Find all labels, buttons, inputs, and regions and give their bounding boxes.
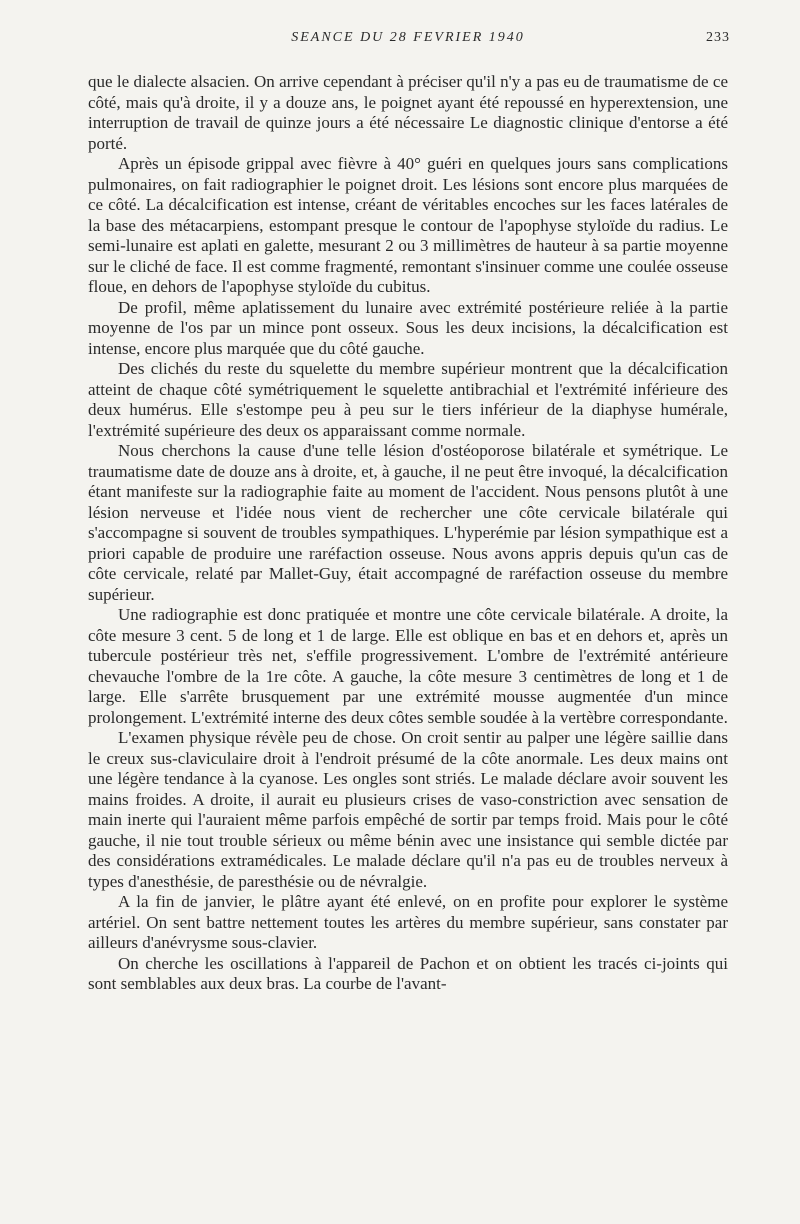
paragraph: A la fin de janvier, le plâtre ayant été enlevé, on en profite pour explorer le système artériel. On sent battre nettement toutes les artères du membre supérieur, sans constater par ailleurs d'anévrysme sous-clavier. <box>88 892 728 952</box>
paragraph: Des clichés du reste du squelette du membre supérieur montrent que la décalcification atteint de chaque côté symétriquement le squelette antibrachial et l'extrémité inférieure des deux humérus. Elle s'estompe peu à peu sur le tiers inférieur de la diaphyse humérale, l'extrémité supérieure des deux os apparaissant comme normale. <box>88 359 728 440</box>
paragraph: L'examen physique révèle peu de chose. On croit sentir au palper une légère saillie dans le creux sus-claviculaire droit à l'endroit présumé de la côte anormale. Les deux mains ont une légère tendance à la cyanose. Les ongles sont striés. Le malade déclare avoir souvent les mains froides. A droite, il aurait eu plusieurs crises de vaso-constriction avec sensation de main inerte qui l'auraient même parfois empêché de sortir par temps froid. Mais pour le côté gauche, il nie tout trouble sérieux ou même bénin avec une insistance qui semble dictée par des considérations extramédicales. Le malade déclare qu'il n'a pas eu de troubles nerveux à types d'anesthésie, de paresthésie ou de névralgie. <box>88 728 728 891</box>
page-number: 233 <box>706 30 730 45</box>
running-header <box>88 30 728 54</box>
paragraph: que le dialecte alsacien. On arrive cependant à préciser qu'il n'y a pas eu de traumatisme de ce côté, mais qu'à droite, il y a douze ans, le poignet ayant été repoussé en hyperextension, une interruption de travail de quinze jours a été nécessaire Le diagnostic clinique d'entorse a été porté. <box>88 72 728 153</box>
paragraph: Nous cherchons la cause d'une telle lésion d'ostéoporose bilatérale et symétrique. Le traumatisme date de douze ans à droite, et, à gauche, il ne peut être invoqué, la décalcification étant manifeste sur la radiographie faite au moment de l'accident. Nous pensons plutôt à une lésion nerveuse et l'idée nous vient de rechercher une côte cervicale bilatérale qui s'accompagne si souvent de troubles sympathiques. L'hyperémie par lésion sympathique est a priori capable de produire une raréfaction osseuse. Nous avons appris depuis qu'un cas de côte cervicale, relaté par Mallet-Guy, était accompagné de raréfaction osseuse du membre supérieur. <box>88 441 728 604</box>
paragraph: Après un épisode grippal avec fièvre à 40° guéri en quelques jours sans complications pulmonaires, on fait radiographier le poignet droit. Les lésions sont encore plus marquées de ce côté. La décalcification est intense, créant de véritables encoches sur les faces latérales de la base des métacarpiens, estompant presque le contour de l'apophyse styloïde du radius. Le semi-lunaire est aplati en galette, mesurant 2 ou 3 millimètres de hauteur à sa partie moyenne sur le cliché de face. Il est comme fragmenté, remontant s'insinuer comme une coulée osseuse floue, en dehors de l'apophyse styloïde du cubitus. <box>88 154 728 296</box>
paragraph: De profil, même aplatissement du lunaire avec extrémité postérieure reliée à la partie moyenne de l'os par un mince pont osseux. Sous les deux incisions, la décalcification est intense, encore plus marquée que du côté gauche. <box>88 297 728 358</box>
paragraph: Une radiographie est donc pratiquée et montre une côte cervicale bilatérale. A droite, la côte mesure 3 cent. 5 de long et 1 de large. Elle est oblique en bas et en dehors et, après un tubercule postérieur très net, s'effile progressivement. L'ombre de l'extrémité antérieure chevauche l'ombre de la 1re côte. A gauche, la côte mesure 3 centimètres de long et 1 de large. Elle s'arrête brusquement par une extrémité mousse augmentée d'un mince prolongement. L'extrémité interne des deux côtes semble soudée à la vertèbre correspondante. <box>88 605 728 727</box>
body-text <box>88 72 728 995</box>
paragraph: On cherche les oscillations à l'appareil de Pachon et on obtient les tracés ci-joints qui sont semblables aux deux bras. La courbe de l'avant- <box>88 953 728 993</box>
header-title: SEANCE DU 28 FEVRIER 1940 <box>291 30 525 45</box>
